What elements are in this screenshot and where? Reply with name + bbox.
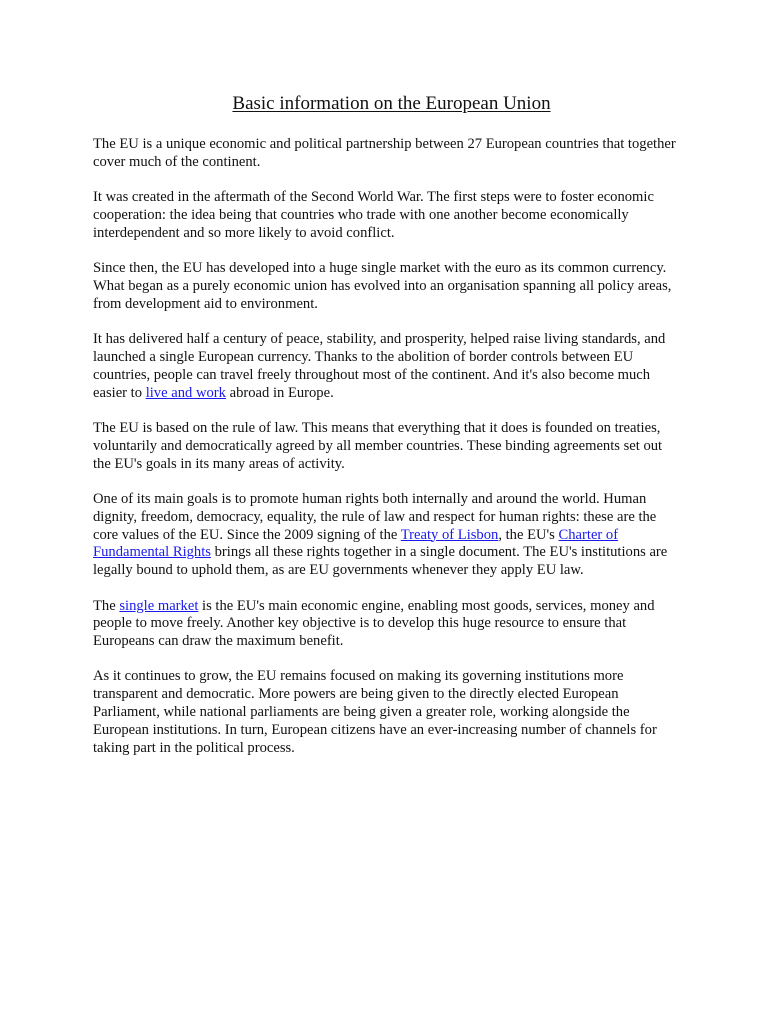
paragraph-economic-engine [93, 598, 678, 651]
live-and-work-link[interactable]: live and work [145, 384, 226, 401]
treaty-of-lisbon-link[interactable]: Treaty of Lisbon [400, 526, 499, 543]
paragraph-text: The [93, 597, 120, 614]
paragraph-eu-definition [93, 136, 678, 172]
paragraph-democratic-institutions [93, 668, 678, 757]
paragraph-text: is the EU's main economic engine, enabling most goods, services, money and people to move freely. Another key objective is to develop this huge resource to ensure that Europeans can draw the maximum benefit. [93, 597, 655, 650]
paragraph-text: Since then, the EU has developed into a huge single market with the euro as its common currency. What began as a purely economic union has evolved into an organisation spanning all policy areas, from development aid to environment. [93, 260, 672, 312]
document-page [93, 92, 678, 775]
paragraph-text: The EU is based on the rule of law. This means that everything that it does is founded on treaties, voluntarily and democratically agreed by all member countries. These binding agreements set out the EU's goals in its many areas of activity. [93, 419, 663, 472]
paragraph-single-market-growth [93, 260, 678, 313]
paragraph-text: It has delivered half a century of peace, stability, and prosperity, helped raise living standards, and launched a single European currency. Thanks to the abolition of border controls between EU countries, people can travel freely throughout most of the continent. And it's also become much easier to [93, 331, 666, 401]
paragraph-text: It was created in the aftermath of the Second World War. The first steps were to foster economic cooperation: the idea being that countries who trade with one another become economically interdependent and so more likely to avoid conflict. [93, 189, 654, 241]
paragraph-text: One of its main goals is to promote human rights both internally and around the world. Human dignity, freedom, democracy, equality, the rule of law and respect for human rights: these are the core values of the EU. Since the 2009 signing of the [93, 490, 657, 543]
charter-of-fundamental-rights-link[interactable]: Charter of Fundamental Rights [93, 526, 619, 561]
paragraph-text: The EU is a unique economic and political partnership between 27 European countries that together cover much of the continent. [93, 136, 676, 170]
paragraph-text: , the EU's [498, 526, 559, 543]
document-title: Basic information on the European Union [232, 93, 551, 114]
paragraph-text: abroad in Europe. [225, 384, 334, 401]
paragraph-peace-prosperity [93, 331, 678, 402]
single-market-link[interactable]: single market [119, 597, 199, 614]
paragraph-rule-of-law [93, 420, 678, 473]
paragraph-history [93, 189, 678, 242]
paragraph-text: brings all these rights together in a single document. The EU's institutions are legally bound to uphold them, as are EU governments whenever they apply EU law. [93, 544, 668, 579]
paragraph-text: As it continues to grow, the EU remains focused on making its governing institutions more transparent and democratic. More powers are being given to the directly elected European Parliament, while national parliaments are being given a greater role, working alongside the European institutions. In turn, European citizens have an ever-increasing number of channels for taking part in the political process. [93, 668, 657, 756]
paragraph-human-rights [93, 491, 678, 580]
